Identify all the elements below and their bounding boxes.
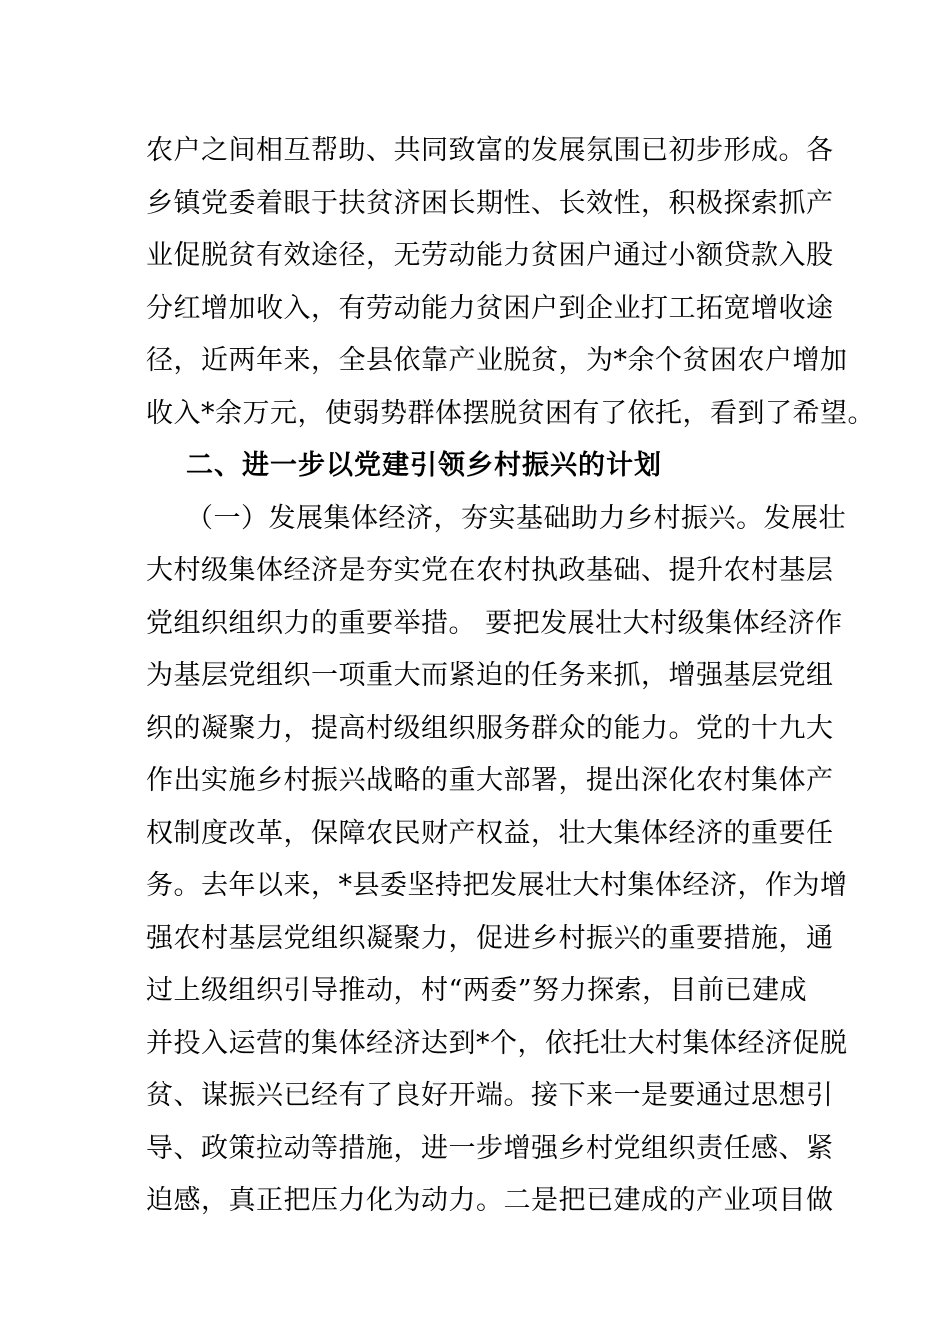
paragraph-2-line-12: 贫、谋振兴已经有了良好开端。接下来一是要通过思想引 [146,1080,834,1111]
section-heading: 二、进一步以党建引领乡村振兴的计划 [186,450,662,481]
paragraph-2-line-10: 过上级组织引导推动，村“两委”努力探索，目前已建成 [146,975,808,1006]
paragraph-1-line-3: 业促脱贫有效途径，无劳动能力贫困户通过小额贷款入股 [146,240,834,271]
paragraph-2-line-9: 强农村基层党组织凝聚力，促进乡村振兴的重要措施，通 [146,923,834,954]
paragraph-2-line-14: 迫感，真正把压力化为动力。二是把已建成的产业项目做 [146,1185,834,1216]
paragraph-2-line-3: 党组织组织力的重要举措。 要把发展壮大村级集体经济作 [146,608,843,639]
paragraph-2-line-8: 务。去年以来，*县委坚持把发展壮大村集体经济，作为增 [146,870,848,901]
paragraph-2-line-13: 导、政策拉动等措施，进一步增强乡村党组织责任感、紧 [146,1133,834,1164]
paragraph-2-line-5: 织的凝聚力，提高村级组织服务群众的能力。党的十九大 [146,713,834,744]
paragraph-1-line-2: 乡镇党委着眼于扶贫济困长期性、长效性，积极探索抓产 [146,188,834,219]
paragraph-2-line-4: 为基层党组织一项重大而紧迫的任务来抓，增强基层党组 [146,660,834,691]
paragraph-2-line-11: 并投入运营的集体经济达到*个，依托壮大村集体经济促脱 [146,1028,848,1059]
paragraph-2-line-6: 作出实施乡村振兴战略的重大部署，提出深化农村集体产 [146,765,834,796]
paragraph-2-line-1: （一）发展集体经济，夯实基础助力乡村振兴。发展壮 [186,503,846,534]
paragraph-1-line-1: 农户之间相互帮助、共同致富的发展氛围已初步形成。各 [146,135,834,166]
paragraph-1-line-6: 收入*余万元，使弱势群体摆脱贫困有了依托，看到了希望。 [146,398,875,429]
paragraph-2-line-2: 大村级集体经济是夯实党在农村执政基础、提升农村基层 [146,555,834,586]
paragraph-1-line-4: 分红增加收入，有劳动能力贫困户到企业打工拓宽增收途 [146,293,834,324]
paragraph-2-line-7: 权制度改革，保障农民财产权益，壮大集体经济的重要任 [146,818,834,849]
paragraph-1-line-5: 径，近两年来，全县依靠产业脱贫，为*余个贫困农户增加 [146,345,848,376]
